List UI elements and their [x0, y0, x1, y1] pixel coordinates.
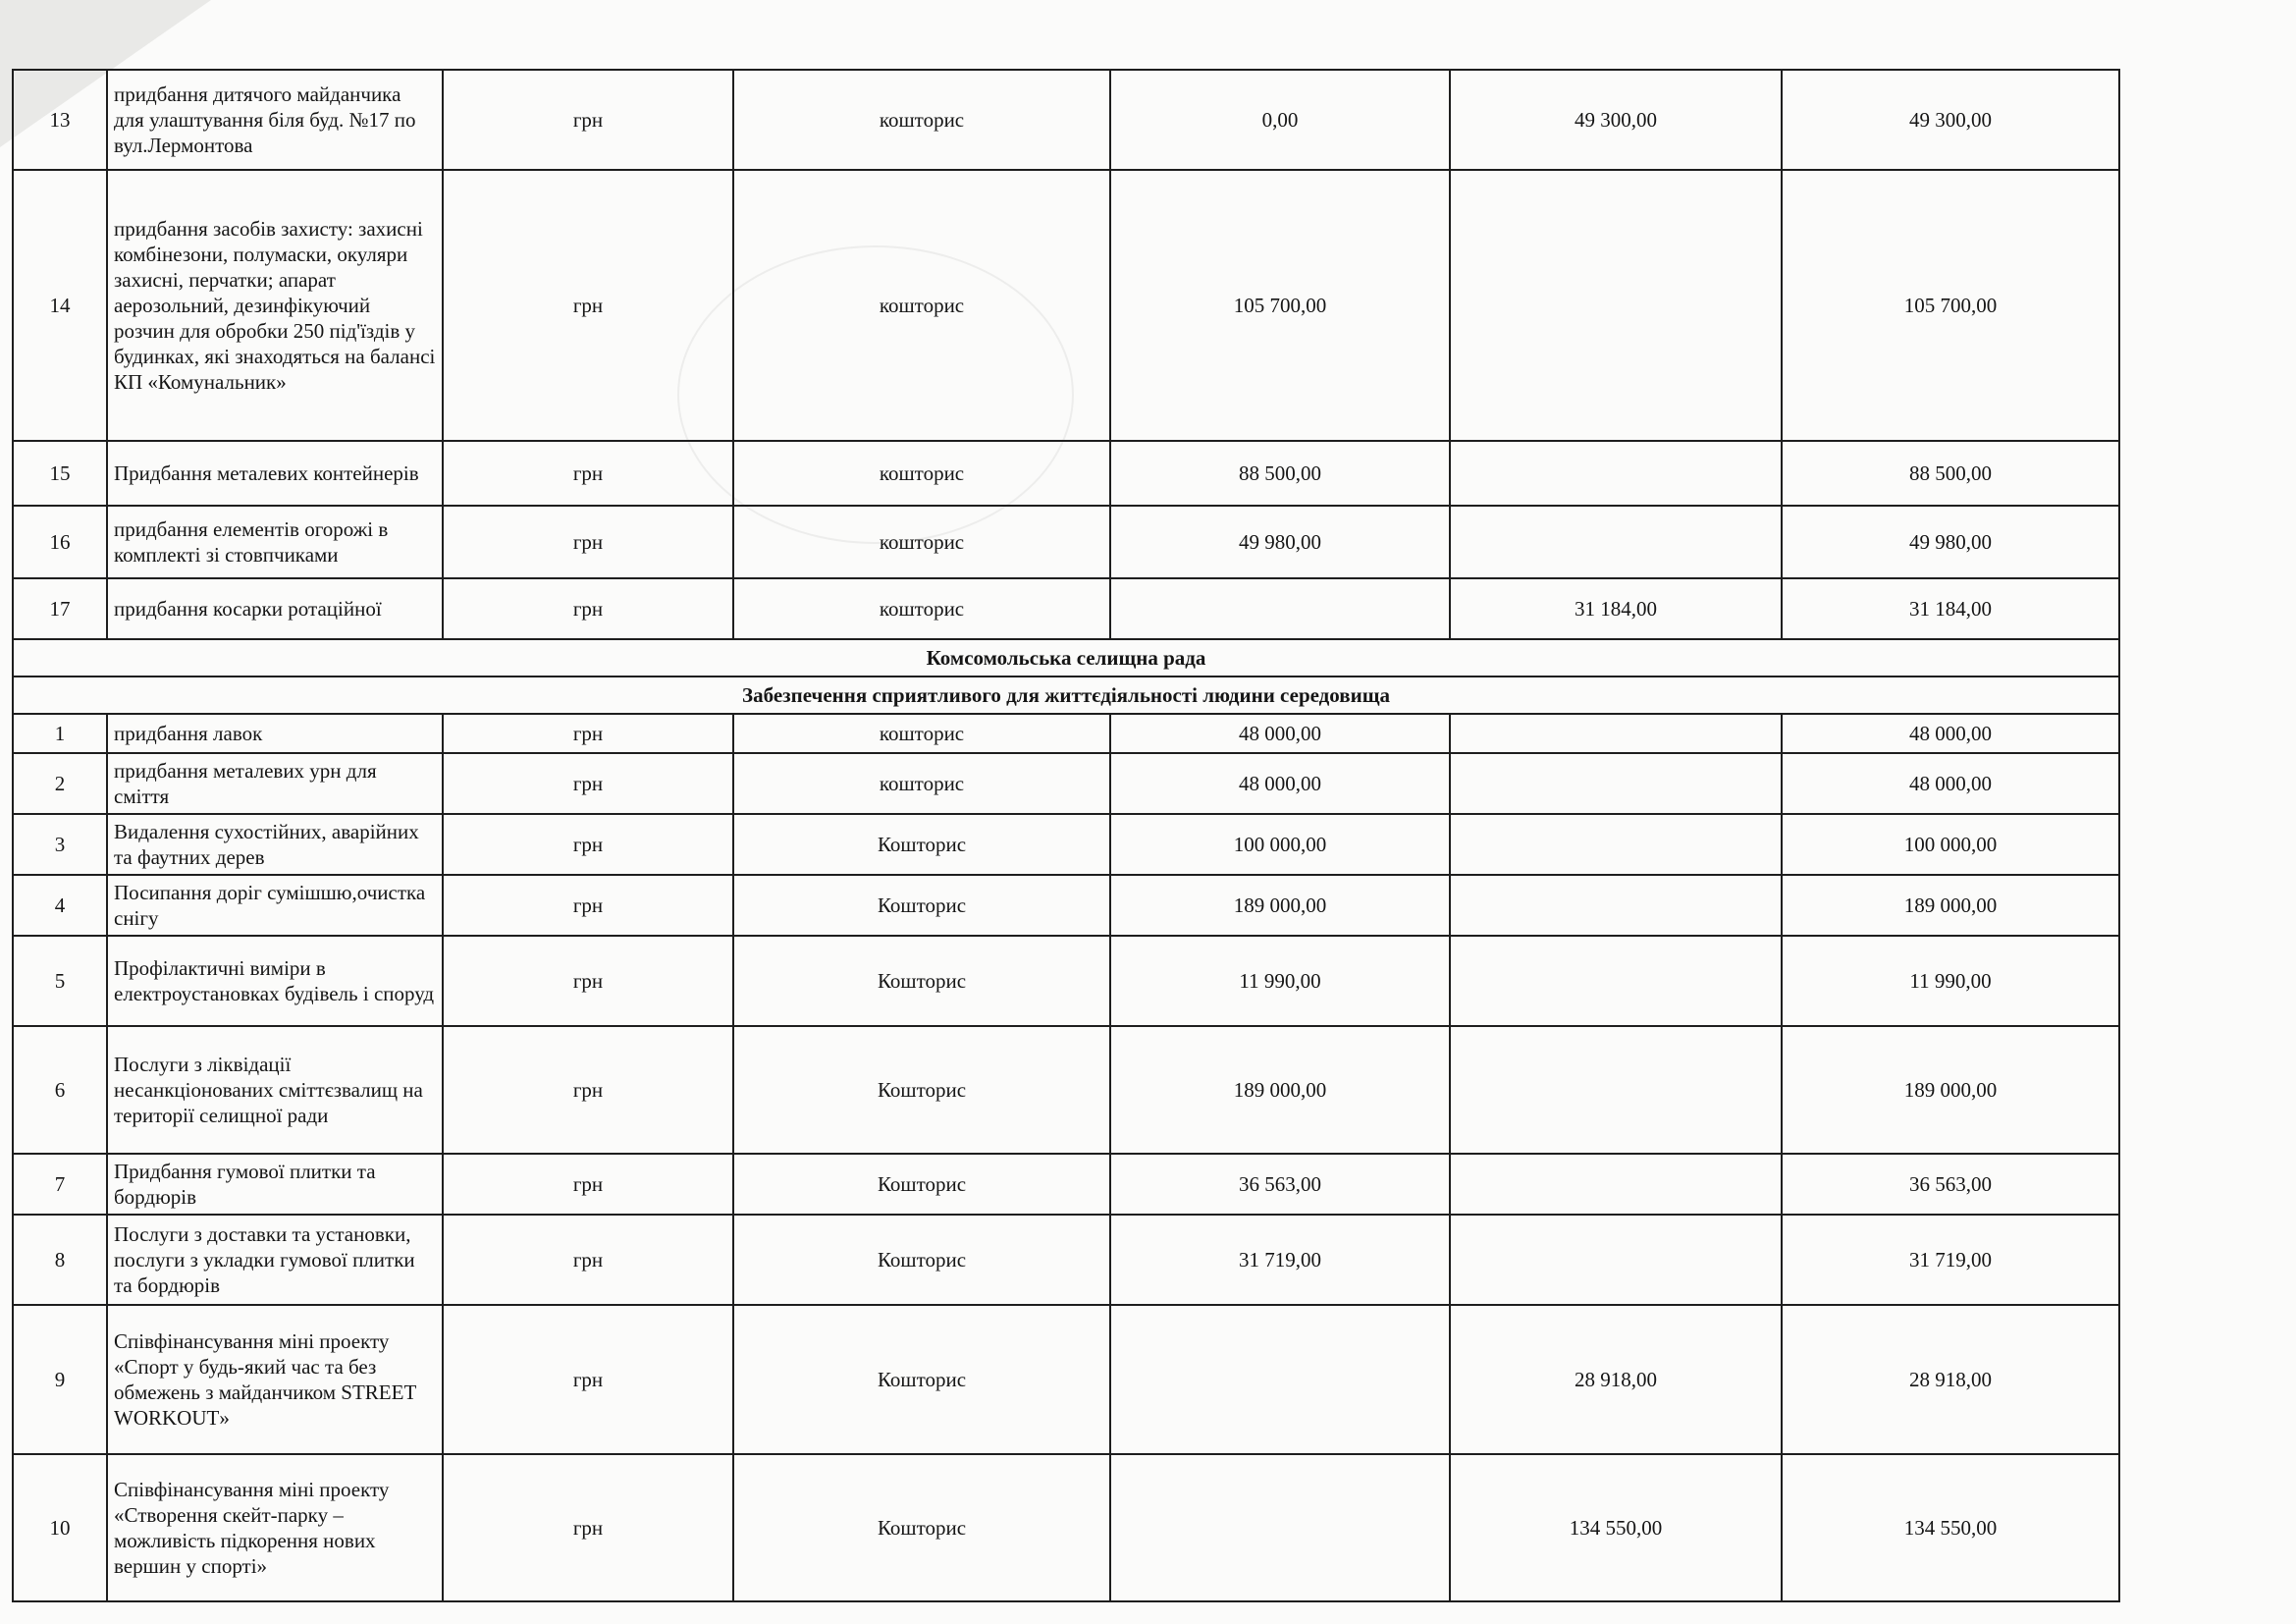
basis: Кошторис: [733, 1305, 1110, 1454]
item-name: Посипання доріг сумішшю,очистка снігу: [107, 875, 443, 936]
amount-col1: 100 000,00: [1110, 814, 1450, 875]
basis: Кошторис: [733, 1026, 1110, 1154]
unit: грн: [443, 714, 733, 753]
table-row: [13, 814, 2119, 875]
item-name: придбання елементів огорожі в комплекті зі стовпчиками: [107, 506, 443, 578]
amount-col2: 31 184,00: [1450, 578, 1782, 639]
amount-col1: [1110, 1454, 1450, 1601]
basis: Кошторис: [733, 814, 1110, 875]
amount-total: 134 550,00: [1782, 1454, 2119, 1601]
section-title: Комсомольська селищна рада: [13, 639, 2119, 677]
table-row: [13, 1154, 2119, 1215]
expenditure-table: [12, 69, 2120, 1602]
amount-col1: 36 563,00: [1110, 1154, 1450, 1215]
section-row: [13, 639, 2119, 677]
unit: грн: [443, 70, 733, 170]
amount-col2: [1450, 1154, 1782, 1215]
row-number: 8: [13, 1215, 107, 1305]
item-name: Послуги з доставки та установки, послуги з укладки гумової плитки та бордюрів: [107, 1215, 443, 1305]
basis: Кошторис: [733, 1454, 1110, 1601]
table-row: [13, 753, 2119, 814]
amount-col2: [1450, 441, 1782, 506]
amount-total: 28 918,00: [1782, 1305, 2119, 1454]
row-number: 7: [13, 1154, 107, 1215]
amount-total: 48 000,00: [1782, 714, 2119, 753]
item-name: Придбання металевих контейнерів: [107, 441, 443, 506]
amount-col1: 48 000,00: [1110, 714, 1450, 753]
amount-col2: [1450, 814, 1782, 875]
row-number: 9: [13, 1305, 107, 1454]
amount-total: 49 300,00: [1782, 70, 2119, 170]
amount-col2: [1450, 753, 1782, 814]
subsection-title: Забезпечення сприятливого для життєдіяльності людини середовища: [13, 677, 2119, 714]
amount-col2: 28 918,00: [1450, 1305, 1782, 1454]
row-number: 6: [13, 1026, 107, 1154]
item-name: придбання лавок: [107, 714, 443, 753]
table-body-part1: [13, 70, 2119, 1601]
row-number: 1: [13, 714, 107, 753]
amount-total: 11 990,00: [1782, 936, 2119, 1026]
unit: грн: [443, 1026, 733, 1154]
item-name: придбання металевих урн для сміття: [107, 753, 443, 814]
row-number: 17: [13, 578, 107, 639]
row-number: 10: [13, 1454, 107, 1601]
item-name: Видалення сухостійних, аварійних та фаутних дерев: [107, 814, 443, 875]
amount-col1: 88 500,00: [1110, 441, 1450, 506]
table-row: [13, 1026, 2119, 1154]
table-row: [13, 441, 2119, 506]
item-name: придбання дитячого майданчика для улаштування біля буд. №17 по вул.Лермонтова: [107, 70, 443, 170]
table-row: [13, 1305, 2119, 1454]
item-name: придбання засобів захисту: захисні комбінезони, полумаски, окуляри захисні, перчатки; апарат аерозольний, дезинфікуючий розчин для обробки 250 під'їздів у будинках, які знаходяться на балансі КП «Комунальник»: [107, 170, 443, 441]
basis: Кошторис: [733, 936, 1110, 1026]
basis: кошторис: [733, 753, 1110, 814]
amount-total: 31 719,00: [1782, 1215, 2119, 1305]
amount-col2: [1450, 506, 1782, 578]
unit: грн: [443, 578, 733, 639]
amount-total: 88 500,00: [1782, 441, 2119, 506]
row-number: 2: [13, 753, 107, 814]
unit: грн: [443, 753, 733, 814]
unit: грн: [443, 170, 733, 441]
amount-total: 189 000,00: [1782, 875, 2119, 936]
item-name: Співфінансування міні проекту «Створення скейт-парку – можливість підкорення нових вершин у спорті»: [107, 1454, 443, 1601]
amount-col1: 31 719,00: [1110, 1215, 1450, 1305]
table-row: [13, 70, 2119, 170]
unit: грн: [443, 936, 733, 1026]
table-row: [13, 875, 2119, 936]
basis: кошторис: [733, 506, 1110, 578]
item-name: Послуги з ліквідації несанкціонованих сміттєзвалищ на території селищної ради: [107, 1026, 443, 1154]
amount-col1: 48 000,00: [1110, 753, 1450, 814]
amount-total: 31 184,00: [1782, 578, 2119, 639]
row-number: 16: [13, 506, 107, 578]
row-number: 3: [13, 814, 107, 875]
table-row: [13, 506, 2119, 578]
row-number: 4: [13, 875, 107, 936]
amount-col2: [1450, 936, 1782, 1026]
subsection-row: [13, 677, 2119, 714]
unit: грн: [443, 1154, 733, 1215]
row-number: 14: [13, 170, 107, 441]
unit: грн: [443, 441, 733, 506]
basis: Кошторис: [733, 1215, 1110, 1305]
amount-col2: [1450, 1215, 1782, 1305]
unit: грн: [443, 506, 733, 578]
amount-col1: [1110, 578, 1450, 639]
amount-col2: 49 300,00: [1450, 70, 1782, 170]
item-name: Співфінансування міні проекту «Спорт у будь-який час та без обмежень з майданчиком STREET WORKOUT»: [107, 1305, 443, 1454]
amount-col2: [1450, 1026, 1782, 1154]
row-number: 5: [13, 936, 107, 1026]
amount-col2: 134 550,00: [1450, 1454, 1782, 1601]
amount-total: 100 000,00: [1782, 814, 2119, 875]
table-row: [13, 1215, 2119, 1305]
amount-col1: 0,00: [1110, 70, 1450, 170]
basis: Кошторис: [733, 875, 1110, 936]
amount-col1: 49 980,00: [1110, 506, 1450, 578]
table-row: [13, 170, 2119, 441]
item-name: Профілактичні виміри в електроустановках будівель і споруд: [107, 936, 443, 1026]
row-number: 15: [13, 441, 107, 506]
amount-col1: 105 700,00: [1110, 170, 1450, 441]
unit: грн: [443, 875, 733, 936]
table-row: [13, 936, 2119, 1026]
basis: кошторис: [733, 441, 1110, 506]
amount-total: 36 563,00: [1782, 1154, 2119, 1215]
unit: грн: [443, 1215, 733, 1305]
amount-col1: [1110, 1305, 1450, 1454]
amount-total: 189 000,00: [1782, 1026, 2119, 1154]
amount-col1: 189 000,00: [1110, 875, 1450, 936]
table-row: [13, 1454, 2119, 1601]
amount-col1: 11 990,00: [1110, 936, 1450, 1026]
unit: грн: [443, 1305, 733, 1454]
amount-col2: [1450, 714, 1782, 753]
basis: кошторис: [733, 170, 1110, 441]
item-name: придбання косарки ротаційної: [107, 578, 443, 639]
row-number: 13: [13, 70, 107, 170]
amount-total: 105 700,00: [1782, 170, 2119, 441]
basis: Кошторис: [733, 1154, 1110, 1215]
table-row: [13, 714, 2119, 753]
amount-col1: 189 000,00: [1110, 1026, 1450, 1154]
amount-total: 49 980,00: [1782, 506, 2119, 578]
table-row: [13, 578, 2119, 639]
unit: грн: [443, 814, 733, 875]
basis: кошторис: [733, 714, 1110, 753]
basis: кошторис: [733, 70, 1110, 170]
amount-total: 48 000,00: [1782, 753, 2119, 814]
amount-col2: [1450, 170, 1782, 441]
amount-col2: [1450, 875, 1782, 936]
item-name: Придбання гумової плитки та бордюрів: [107, 1154, 443, 1215]
basis: кошторис: [733, 578, 1110, 639]
unit: грн: [443, 1454, 733, 1601]
